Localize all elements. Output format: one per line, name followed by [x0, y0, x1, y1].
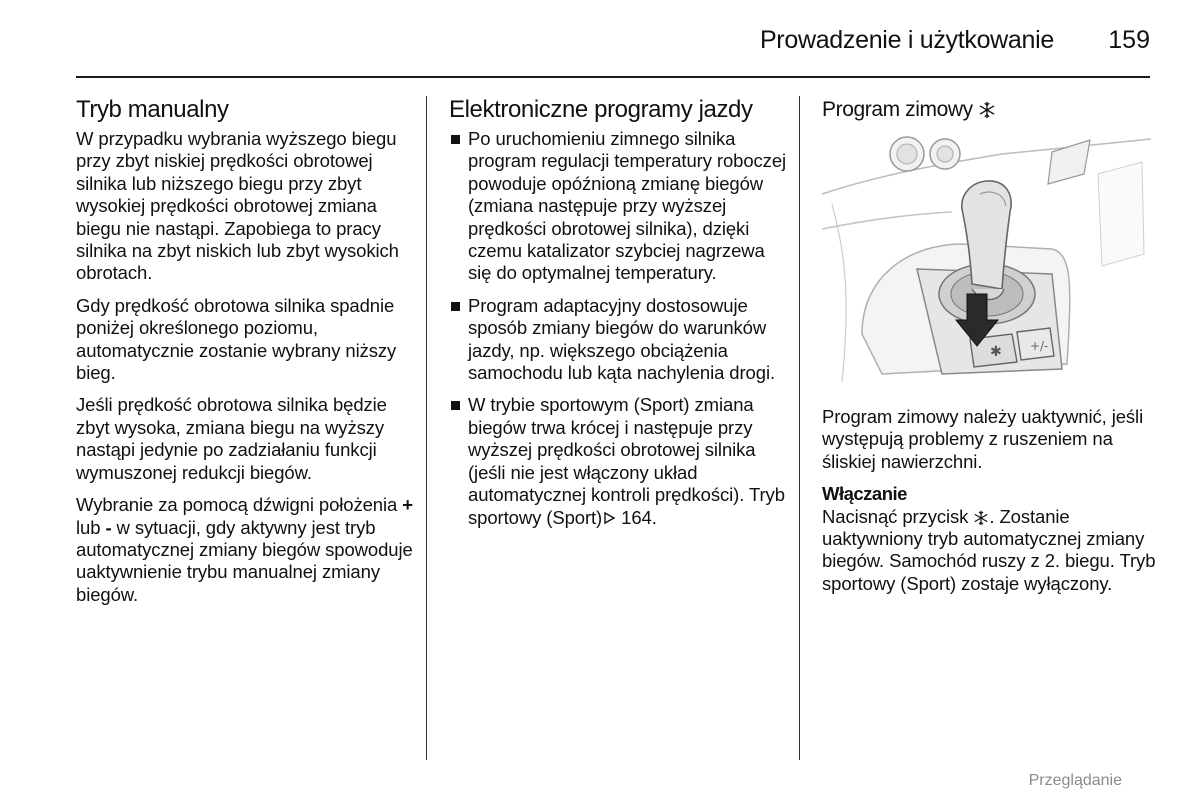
bullet-square-icon: [451, 302, 460, 311]
footer-label: Przeglądanie: [1028, 772, 1122, 789]
column-manual-mode: [76, 96, 416, 616]
column-divider: [799, 96, 800, 760]
bullet-list: [449, 128, 789, 529]
paragraph: W przypadku wybrania wyższego biegu przy zbyt niskiej prędkości obrotowej silnika lub niższego biegu przy zbyt wysokiej prędkości obrotowej zmiana biegu nie nastąpi. Zapobiega to pracy silnika na zbyt niskich lub zbyt wysokich obrotach.: [76, 128, 399, 284]
list-item: [449, 295, 789, 385]
gear-selector-illustration: [822, 134, 1151, 382]
heading-electronic-programs: Elektroniczne programy jazdy: [449, 96, 753, 123]
paragraph: Jeśli prędkość obrotowa silnika będzie zbyt wysoka, zmiana biegu na wyższy nastąpi jedynie po zadziałaniu funkcji wymuszonej redukcji biegów.: [76, 394, 387, 483]
column-electronic-programs: [449, 96, 789, 539]
text-segment: w sytuacji, gdy aktywny jest tryb automatycznej zmiany biegów spowoduje uaktywnienie trybu manualnej zmiany biegów.: [76, 516, 413, 605]
heading-manual-mode: Tryb manualny: [76, 96, 229, 123]
snowflake-icon: [978, 101, 996, 119]
list-item-text: Po uruchomieniu zimnego silnika program regulacji temperatury roboczej powoduje opóźnioną zmianę biegów (zmiana następuje przy wyższej prędkości obrotowej silnika), dzięki czemu katalizator szybciej nagrzewa się do optymalnej temperatury.: [468, 128, 787, 284]
section-title: Prowadzenie i użytkowanie: [759, 26, 1054, 54]
minus-symbol: -: [105, 516, 112, 538]
snowflake-icon: [973, 510, 989, 526]
plus-symbol: +: [402, 494, 413, 516]
column-divider: [426, 96, 427, 760]
bullet-square-icon: [451, 135, 460, 144]
list-item-text: Program adaptacyjny dostosowuje sposób zmiany biegów do warunków jazdy, np. większego obciążenia samochodu lub kąta nachylenia drogi.: [468, 294, 775, 384]
heading-winter-program: [822, 96, 1157, 124]
text-segment: Wybranie za pomocą dźwigni położenia: [76, 494, 403, 516]
text-segment: Nacisnąć przycisk: [822, 505, 974, 527]
column-winter-program: [822, 96, 1157, 605]
page-number: 159: [1108, 26, 1150, 54]
subheading-enable: Włączanie: [822, 483, 907, 505]
bullet-square-icon: [451, 401, 460, 410]
list-item-text: W trybie sportowym (Sport) zmiana biegów trwa krócej i następuje przy wyższej prędkości obrotowej silnika (jeśli nie jest włączony układ automatycznej kontroli prędkości). Tryb sportowy (Sport): [468, 394, 785, 528]
paragraph: Program zimowy należy uaktywnić, jeśli występują problemy z ruszeniem na śliskiej nawierzchni.: [822, 406, 1144, 472]
paragraph: Gdy prędkość obrotowa silnika spadnie poniżej określonego poziomu, automatycznie zostanie wybrany niższy bieg.: [76, 294, 397, 384]
list-item: [449, 128, 789, 285]
list-item: [449, 394, 789, 528]
paragraph: [822, 506, 1157, 596]
page-reference-link[interactable]: 164.: [616, 506, 657, 528]
heading-text: Program zimowy: [822, 98, 973, 121]
page-header: [76, 18, 1150, 78]
paragraph: [76, 494, 416, 606]
svg-text:✱: ✱: [990, 344, 1002, 360]
svg-text:+/-: +/-: [1030, 339, 1049, 353]
text-segment: lub: [76, 516, 106, 538]
text-segment: . Zostanie uaktywniony tryb automatycznej zmiany biegów. Samochód ruszy z 2. biegu. Tryb sportowy (Sport) zostaje wyłączony.: [822, 505, 1156, 594]
page-reference-arrow-icon[interactable]: [602, 511, 616, 525]
